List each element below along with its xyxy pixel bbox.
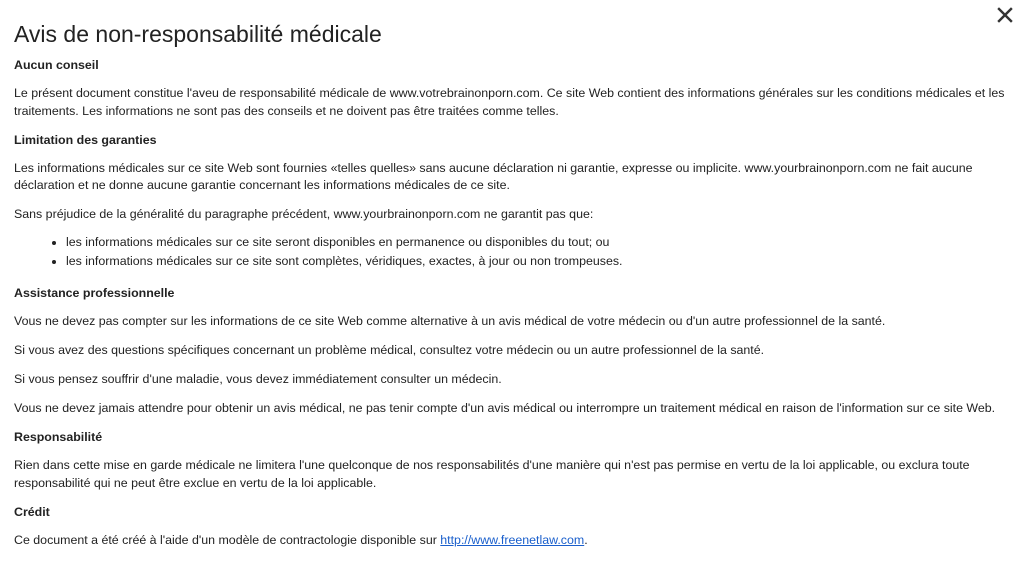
- section-heading-limitation: Limitation des garanties: [14, 132, 157, 147]
- section-heading-credit: Crédit: [14, 504, 50, 519]
- paragraph: Sans préjudice de la généralité du paragraphe précédent, www.yourbrainonporn.com ne garantit pas que:: [14, 207, 594, 221]
- paragraph: Si vous pensez souffrir d'une maladie, vous devez immédiatement consulter un médecin.: [14, 372, 502, 386]
- credit-text: Ce document a été créé à l'aide d'un modèle de contractologie disponible sur: [14, 532, 441, 547]
- modal-content: [14, 57, 1014, 561]
- modal-title: Avis de non-responsabilité médicale: [14, 21, 382, 47]
- close-button[interactable]: [996, 6, 1014, 24]
- freenetlaw-link[interactable]: http://www.freenetlaw.com: [440, 532, 585, 547]
- paragraph: Rien dans cette mise en garde médicale ne limitera l'une quelconque de nos responsabilités d'une manière qui n'est pas permise en vertu de la loi applicable, ou exclura toute responsabilité qui ne peut être exclue en vertu de la loi applicable.: [14, 458, 970, 490]
- list-item: • les informations médicales sur ce site sont complètes, véridiques, exactes, à jour ou non trompeuses.: [66, 252, 1014, 271]
- list-item: • les informations médicales sur ce site seront disponibles en permanence ou disponibles du tout; ou: [66, 233, 1014, 252]
- credit-paragraph: [14, 532, 1014, 550]
- paragraph: Le présent document constitue l'aveu de responsabilité médicale de www.votrebrainonporn.com. Ce site Web contient des informations générales sur les conditions médicales et les traitements. Les informations ne sont pas des conseils et ne doivent pas être traitées comme telles.: [14, 86, 1005, 118]
- close-icon: [996, 6, 1014, 24]
- section-heading-assistance: Assistance professionnelle: [14, 286, 175, 300]
- credit-suffix: .: [584, 532, 588, 547]
- paragraph: Les informations médicales sur ce site Web sont fournies «telles quelles» sans aucune déclaration ni garantie, expresse ou implicite. www.yourbrainonporn.com ne fait aucune déclaration et ne donne aucune garantie concernant les informations médicales de ce site.: [14, 160, 973, 192]
- paragraph: Vous ne devez jamais attendre pour obtenir un avis médical, ne pas tenir compte d'un avis médical ou interrompre un traitement médical en raison de l'information sur ce site Web.: [14, 401, 996, 415]
- paragraph: Vous ne devez pas compter sur les informations de ce site Web comme alternative à un avis médical de votre médecin ou d'un autre professionnel de la santé.: [14, 314, 886, 328]
- limitation-list: [14, 233, 1014, 271]
- section-heading-responsabilite: Responsabilité: [14, 430, 103, 444]
- paragraph: Si vous avez des questions spécifiques concernant un problème médical, consultez votre médecin ou un autre professionnel de la santé.: [14, 343, 765, 357]
- section-heading-aucun-conseil: Aucun conseil: [14, 58, 99, 72]
